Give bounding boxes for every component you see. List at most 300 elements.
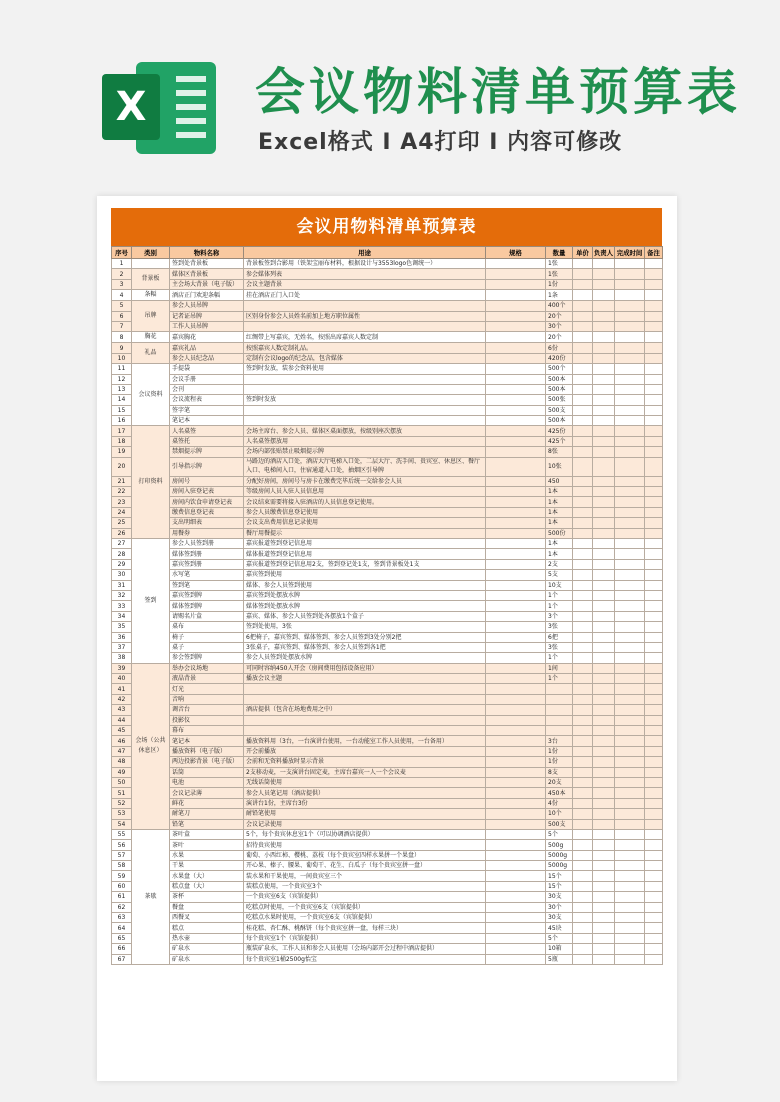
cell-index[interactable]: 17	[112, 426, 132, 436]
cell-item-name[interactable]: 热水壶	[170, 933, 244, 943]
cell-finish-time[interactable]	[615, 923, 645, 933]
cell-unit-price[interactable]	[573, 321, 593, 331]
cell-note[interactable]	[645, 819, 663, 829]
cell-quantity[interactable]: 450	[546, 476, 573, 486]
cell-spec[interactable]	[486, 819, 546, 829]
cell-spec[interactable]	[486, 767, 546, 777]
cell-quantity[interactable]: 5个	[546, 933, 573, 943]
cell-item-name[interactable]: 耐笔刀	[170, 809, 244, 819]
cell-item-name[interactable]: 参会人员吊牌	[170, 301, 244, 311]
cell-owner[interactable]	[593, 840, 615, 850]
cell-unit-price[interactable]	[573, 705, 593, 715]
cell-unit-price[interactable]	[573, 384, 593, 394]
cell-owner[interactable]	[593, 374, 615, 384]
cell-finish-time[interactable]	[615, 507, 645, 517]
cell-spec[interactable]	[486, 405, 546, 415]
cell-owner[interactable]	[593, 892, 615, 902]
cell-unit-price[interactable]	[573, 684, 593, 694]
cell-finish-time[interactable]	[615, 538, 645, 548]
cell-owner[interactable]	[593, 364, 615, 374]
cell-purpose[interactable]	[244, 301, 486, 311]
cell-index[interactable]: 45	[112, 726, 132, 736]
cell-quantity[interactable]: 6把	[546, 632, 573, 642]
cell-purpose[interactable]: 桂花糕、杏仁酥、桃酥饼（每个贵宾室拼一盘，每样三块）	[244, 923, 486, 933]
cell-category[interactable]: 茶歇	[132, 829, 170, 964]
cell-item-name[interactable]: 桌签托	[170, 436, 244, 446]
cell-quantity[interactable]: 4份	[546, 798, 573, 808]
cell-index[interactable]: 62	[112, 902, 132, 912]
cell-item-name[interactable]: 笔记本	[170, 736, 244, 746]
cell-owner[interactable]	[593, 538, 615, 548]
cell-spec[interactable]	[486, 788, 546, 798]
cell-index[interactable]: 18	[112, 436, 132, 446]
cell-spec[interactable]	[486, 881, 546, 891]
cell-note[interactable]	[645, 788, 663, 798]
cell-index[interactable]: 37	[112, 642, 132, 652]
cell-item-name[interactable]: 茶叶	[170, 840, 244, 850]
cell-purpose[interactable]: 签到时发放	[244, 395, 486, 405]
cell-purpose[interactable]: 每个贵宾室1桶2500g怡宝	[244, 954, 486, 964]
cell-item-name[interactable]: 房间号	[170, 476, 244, 486]
cell-note[interactable]	[645, 736, 663, 746]
cell-purpose[interactable]	[244, 715, 486, 725]
cell-purpose[interactable]: 无线话筒使用	[244, 777, 486, 787]
cell-unit-price[interactable]	[573, 447, 593, 457]
cell-item-name[interactable]: 糕点盘（大）	[170, 881, 244, 891]
cell-note[interactable]	[645, 923, 663, 933]
cell-item-name[interactable]: 幕布	[170, 726, 244, 736]
cell-index[interactable]: 30	[112, 570, 132, 580]
cell-purpose[interactable]: 葡萄、小西红柿、樱桃、荔枝（每个贵宾室四样水果拼一个果盘）	[244, 850, 486, 860]
cell-index[interactable]: 8	[112, 332, 132, 343]
cell-note[interactable]	[645, 364, 663, 374]
cell-owner[interactable]	[593, 290, 615, 301]
cell-finish-time[interactable]	[615, 353, 645, 363]
cell-item-name[interactable]: 参会人员签到册	[170, 538, 244, 548]
cell-owner[interactable]	[593, 559, 615, 569]
cell-finish-time[interactable]	[615, 829, 645, 839]
cell-purpose[interactable]: 等级房间人员入驻人员信息用	[244, 487, 486, 497]
cell-index[interactable]: 5	[112, 301, 132, 311]
cell-owner[interactable]	[593, 933, 615, 943]
cell-spec[interactable]	[486, 279, 546, 289]
cell-finish-time[interactable]	[615, 705, 645, 715]
cell-owner[interactable]	[593, 726, 615, 736]
cell-quantity[interactable]: 500张	[546, 395, 573, 405]
cell-spec[interactable]	[486, 705, 546, 715]
cell-spec[interactable]	[486, 850, 546, 860]
cell-owner[interactable]	[593, 767, 615, 777]
cell-spec[interactable]	[486, 290, 546, 301]
cell-quantity[interactable]: 3张	[546, 622, 573, 632]
cell-item-name[interactable]: 糕点	[170, 923, 244, 933]
cell-index[interactable]: 66	[112, 944, 132, 954]
cell-quantity[interactable]	[546, 694, 573, 704]
cell-item-name[interactable]: 记者证吊牌	[170, 311, 244, 321]
cell-note[interactable]	[645, 528, 663, 538]
cell-note[interactable]	[645, 374, 663, 384]
cell-owner[interactable]	[593, 570, 615, 580]
cell-finish-time[interactable]	[615, 653, 645, 663]
cell-spec[interactable]	[486, 694, 546, 704]
cell-quantity[interactable]: 6份	[546, 343, 573, 353]
cell-unit-price[interactable]	[573, 663, 593, 673]
cell-item-name[interactable]: 水果	[170, 850, 244, 860]
cell-unit-price[interactable]	[573, 871, 593, 881]
cell-index[interactable]: 34	[112, 611, 132, 621]
cell-index[interactable]: 49	[112, 767, 132, 777]
cell-note[interactable]	[645, 881, 663, 891]
cell-purpose[interactable]: 嘉宾报道签到登记信息用	[244, 538, 486, 548]
cell-note[interactable]	[645, 538, 663, 548]
cell-index[interactable]: 29	[112, 559, 132, 569]
cell-purpose[interactable]: 参会媒体列表	[244, 269, 486, 279]
cell-note[interactable]	[645, 580, 663, 590]
cell-unit-price[interactable]	[573, 538, 593, 548]
cell-spec[interactable]	[486, 364, 546, 374]
cell-finish-time[interactable]	[615, 259, 645, 269]
cell-finish-time[interactable]	[615, 447, 645, 457]
cell-owner[interactable]	[593, 447, 615, 457]
cell-owner[interactable]	[593, 426, 615, 436]
cell-index[interactable]: 24	[112, 507, 132, 517]
cell-spec[interactable]	[486, 395, 546, 405]
cell-purpose[interactable]: 餐厅用餐提示	[244, 528, 486, 538]
cell-quantity[interactable]: 1张	[546, 269, 573, 279]
cell-finish-time[interactable]	[615, 746, 645, 756]
cell-unit-price[interactable]	[573, 798, 593, 808]
cell-item-name[interactable]: 会刊	[170, 384, 244, 394]
cell-finish-time[interactable]	[615, 476, 645, 486]
cell-purpose[interactable]: 挂在酒店正门入口处	[244, 290, 486, 301]
cell-spec[interactable]	[486, 507, 546, 517]
cell-purpose[interactable]: 装糕点使用，一个贵宾室3个	[244, 881, 486, 891]
cell-purpose[interactable]	[244, 694, 486, 704]
cell-purpose[interactable]: 演讲台1份，主席台3份	[244, 798, 486, 808]
cell-owner[interactable]	[593, 549, 615, 559]
cell-spec[interactable]	[486, 798, 546, 808]
cell-spec[interactable]	[486, 487, 546, 497]
cell-item-name[interactable]: 电池	[170, 777, 244, 787]
cell-spec[interactable]	[486, 269, 546, 279]
cell-note[interactable]	[645, 944, 663, 954]
cell-item-name[interactable]: 缴费信息登记表	[170, 507, 244, 517]
cell-purpose[interactable]: 会议主题背景	[244, 279, 486, 289]
cell-note[interactable]	[645, 447, 663, 457]
cell-quantity[interactable]: 1本	[546, 487, 573, 497]
cell-item-name[interactable]: 音响	[170, 694, 244, 704]
cell-spec[interactable]	[486, 902, 546, 912]
cell-unit-price[interactable]	[573, 487, 593, 497]
cell-spec[interactable]	[486, 829, 546, 839]
cell-finish-time[interactable]	[615, 269, 645, 279]
cell-item-name[interactable]: 手提袋	[170, 364, 244, 374]
cell-category[interactable]: 背景板	[132, 269, 170, 290]
cell-note[interactable]	[645, 850, 663, 860]
cell-unit-price[interactable]	[573, 436, 593, 446]
cell-quantity[interactable]	[546, 705, 573, 715]
cell-item-name[interactable]: 灯光	[170, 684, 244, 694]
cell-spec[interactable]	[486, 528, 546, 538]
cell-note[interactable]	[645, 416, 663, 426]
cell-purpose[interactable]: 播放会议主题	[244, 674, 486, 684]
cell-unit-price[interactable]	[573, 777, 593, 787]
cell-quantity[interactable]: 5000g	[546, 850, 573, 860]
cell-purpose[interactable]: 定制有会议logo的纪念品，包含媒体	[244, 353, 486, 363]
cell-purpose[interactable]: 参会人员缴费信息登记使用	[244, 507, 486, 517]
cell-category[interactable]: 签到	[132, 538, 170, 663]
cell-owner[interactable]	[593, 497, 615, 507]
cell-owner[interactable]	[593, 954, 615, 964]
cell-owner[interactable]	[593, 913, 615, 923]
cell-owner[interactable]	[593, 850, 615, 860]
cell-finish-time[interactable]	[615, 850, 645, 860]
cell-owner[interactable]	[593, 757, 615, 767]
cell-note[interactable]	[645, 829, 663, 839]
cell-finish-time[interactable]	[615, 622, 645, 632]
cell-quantity[interactable]: 500支	[546, 819, 573, 829]
cell-finish-time[interactable]	[615, 798, 645, 808]
cell-note[interactable]	[645, 871, 663, 881]
cell-quantity[interactable]: 5000g	[546, 861, 573, 871]
cell-index[interactable]: 53	[112, 809, 132, 819]
cell-note[interactable]	[645, 601, 663, 611]
cell-purpose[interactable]	[244, 416, 486, 426]
cell-index[interactable]: 61	[112, 892, 132, 902]
cell-purpose[interactable]: 6把椅子，嘉宾签到、媒体签到、参会人员签到3处分别2把	[244, 632, 486, 642]
cell-index[interactable]: 27	[112, 538, 132, 548]
cell-owner[interactable]	[593, 332, 615, 343]
cell-note[interactable]	[645, 279, 663, 289]
cell-quantity[interactable]: 10张	[546, 457, 573, 476]
cell-spec[interactable]	[486, 332, 546, 343]
cell-finish-time[interactable]	[615, 426, 645, 436]
cell-spec[interactable]	[486, 538, 546, 548]
cell-unit-price[interactable]	[573, 611, 593, 621]
cell-finish-time[interactable]	[615, 809, 645, 819]
cell-note[interactable]	[645, 559, 663, 569]
cell-spec[interactable]	[486, 447, 546, 457]
cell-note[interactable]	[645, 405, 663, 415]
cell-spec[interactable]	[486, 497, 546, 507]
cell-finish-time[interactable]	[615, 559, 645, 569]
cell-quantity[interactable]: 2支	[546, 559, 573, 569]
cell-item-name[interactable]: 会议记录薄	[170, 788, 244, 798]
cell-purpose[interactable]: 一个贵宾室6支（宾馆提供）	[244, 892, 486, 902]
cell-spec[interactable]	[486, 580, 546, 590]
cell-item-name[interactable]: 主会场大背景（电子版）	[170, 279, 244, 289]
cell-spec[interactable]	[486, 559, 546, 569]
cell-owner[interactable]	[593, 944, 615, 954]
cell-unit-price[interactable]	[573, 518, 593, 528]
cell-owner[interactable]	[593, 777, 615, 787]
cell-quantity[interactable]: 1本	[546, 538, 573, 548]
cell-category[interactable]: 礼品	[132, 343, 170, 364]
cell-item-name[interactable]: 人名桌签	[170, 426, 244, 436]
cell-item-name[interactable]: 桌子	[170, 642, 244, 652]
cell-unit-price[interactable]	[573, 364, 593, 374]
cell-item-name[interactable]: 椅子	[170, 632, 244, 642]
cell-item-name[interactable]: 房间入驻登记表	[170, 487, 244, 497]
cell-owner[interactable]	[593, 528, 615, 538]
cell-owner[interactable]	[593, 301, 615, 311]
cell-purpose[interactable]: 嘉宾签到使用	[244, 570, 486, 580]
cell-item-name[interactable]: 桌布	[170, 622, 244, 632]
cell-unit-price[interactable]	[573, 559, 593, 569]
cell-note[interactable]	[645, 321, 663, 331]
cell-spec[interactable]	[486, 384, 546, 394]
cell-index[interactable]: 63	[112, 913, 132, 923]
cell-unit-price[interactable]	[573, 476, 593, 486]
cell-unit-price[interactable]	[573, 507, 593, 517]
cell-spec[interactable]	[486, 301, 546, 311]
cell-owner[interactable]	[593, 622, 615, 632]
cell-note[interactable]	[645, 694, 663, 704]
cell-quantity[interactable]: 1个	[546, 590, 573, 600]
cell-owner[interactable]	[593, 343, 615, 353]
cell-quantity[interactable]: 15个	[546, 871, 573, 881]
cell-finish-time[interactable]	[615, 913, 645, 923]
cell-spec[interactable]	[486, 663, 546, 673]
cell-finish-time[interactable]	[615, 384, 645, 394]
cell-purpose[interactable]: 嘉宾签到处摆放水牌	[244, 590, 486, 600]
cell-note[interactable]	[645, 395, 663, 405]
cell-quantity[interactable]: 10个	[546, 809, 573, 819]
cell-quantity[interactable]: 1份	[546, 279, 573, 289]
cell-finish-time[interactable]	[615, 726, 645, 736]
cell-index[interactable]: 36	[112, 632, 132, 642]
cell-quantity[interactable]: 1本	[546, 507, 573, 517]
cell-note[interactable]	[645, 507, 663, 517]
cell-spec[interactable]	[486, 674, 546, 684]
cell-index[interactable]: 3	[112, 279, 132, 289]
cell-purpose[interactable]: 媒体签到处摆放水牌	[244, 601, 486, 611]
cell-spec[interactable]	[486, 923, 546, 933]
cell-index[interactable]: 4	[112, 290, 132, 301]
cell-unit-price[interactable]	[573, 674, 593, 684]
cell-item-name[interactable]: 液晶背景	[170, 674, 244, 684]
cell-note[interactable]	[645, 674, 663, 684]
cell-index[interactable]: 57	[112, 850, 132, 860]
cell-quantity[interactable]: 8张	[546, 447, 573, 457]
cell-quantity[interactable]: 500支	[546, 405, 573, 415]
cell-spec[interactable]	[486, 933, 546, 943]
cell-item-name[interactable]: 签到笔	[170, 580, 244, 590]
cell-quantity[interactable]: 45块	[546, 923, 573, 933]
cell-note[interactable]	[645, 809, 663, 819]
cell-item-name[interactable]: 西餐叉	[170, 913, 244, 923]
cell-owner[interactable]	[593, 684, 615, 694]
cell-note[interactable]	[645, 705, 663, 715]
cell-index[interactable]: 67	[112, 954, 132, 964]
cell-unit-price[interactable]	[573, 829, 593, 839]
cell-unit-price[interactable]	[573, 736, 593, 746]
cell-index[interactable]: 52	[112, 798, 132, 808]
cell-category[interactable]: 吊牌	[132, 301, 170, 332]
cell-unit-price[interactable]	[573, 954, 593, 964]
cell-unit-price[interactable]	[573, 301, 593, 311]
cell-owner[interactable]	[593, 611, 615, 621]
cell-purpose[interactable]: 每个贵宾室1个（宾馆提供）	[244, 933, 486, 943]
cell-finish-time[interactable]	[615, 694, 645, 704]
cell-purpose[interactable]: 签到时发放，装参会资料使用	[244, 364, 486, 374]
cell-quantity[interactable]: 500g	[546, 840, 573, 850]
cell-note[interactable]	[645, 590, 663, 600]
cell-purpose[interactable]: 参会人员签到处摆放水牌	[244, 653, 486, 663]
cell-spec[interactable]	[486, 343, 546, 353]
cell-unit-price[interactable]	[573, 757, 593, 767]
cell-item-name[interactable]: 参会人员纪念品	[170, 353, 244, 363]
cell-item-name[interactable]: 矿泉水	[170, 954, 244, 964]
cell-index[interactable]: 64	[112, 923, 132, 933]
cell-index[interactable]: 9	[112, 343, 132, 353]
cell-unit-price[interactable]	[573, 861, 593, 871]
cell-unit-price[interactable]	[573, 426, 593, 436]
cell-index[interactable]: 54	[112, 819, 132, 829]
cell-note[interactable]	[645, 426, 663, 436]
cell-purpose[interactable]: 嘉宾报道签到登记信息用2支，签到登记处1支，签到背景板处1支	[244, 559, 486, 569]
cell-purpose[interactable]: 吃糕点水果时使用，一个贵宾室6支（宾馆提供）	[244, 913, 486, 923]
cell-quantity[interactable]: 30个	[546, 321, 573, 331]
cell-note[interactable]	[645, 684, 663, 694]
cell-finish-time[interactable]	[615, 580, 645, 590]
cell-owner[interactable]	[593, 736, 615, 746]
cell-purpose[interactable]: 马路边的酒店入口处，酒店大厅电梯入口处，二层大厅、洗手间、贵宾室、休息区、餐厅入口、电梯间入口，住宿通道入口处，抽烟区引导牌	[244, 457, 486, 476]
cell-spec[interactable]	[486, 353, 546, 363]
cell-spec[interactable]	[486, 611, 546, 621]
cell-item-name[interactable]: 矿泉水	[170, 944, 244, 954]
cell-index[interactable]: 10	[112, 353, 132, 363]
cell-note[interactable]	[645, 777, 663, 787]
cell-finish-time[interactable]	[615, 902, 645, 912]
cell-spec[interactable]	[486, 684, 546, 694]
cell-owner[interactable]	[593, 311, 615, 321]
cell-unit-price[interactable]	[573, 549, 593, 559]
cell-purpose[interactable]: 2支移动麦，一支演讲台固定麦，主席台嘉宾一人一个会议麦	[244, 767, 486, 777]
cell-quantity[interactable]: 1本	[546, 549, 573, 559]
cell-note[interactable]	[645, 611, 663, 621]
cell-purpose[interactable]	[244, 374, 486, 384]
cell-purpose[interactable]: 嘉宾、媒体、参会人员签到处各摆放1个盒子	[244, 611, 486, 621]
cell-owner[interactable]	[593, 487, 615, 497]
cell-purpose[interactable]: 开心果、榛子、腰果、葡萄干、花生、白瓜子（每个贵宾室拼一盘）	[244, 861, 486, 871]
cell-quantity[interactable]: 20支	[546, 777, 573, 787]
cell-category[interactable]	[132, 259, 170, 269]
cell-quantity[interactable]: 1份	[546, 746, 573, 756]
cell-quantity[interactable]: 450本	[546, 788, 573, 798]
cell-unit-price[interactable]	[573, 767, 593, 777]
cell-note[interactable]	[645, 384, 663, 394]
cell-finish-time[interactable]	[615, 840, 645, 850]
cell-note[interactable]	[645, 353, 663, 363]
cell-item-name[interactable]: 酒店正门欢迎条幅	[170, 290, 244, 301]
cell-unit-price[interactable]	[573, 944, 593, 954]
cell-note[interactable]	[645, 840, 663, 850]
cell-quantity[interactable]: 3台	[546, 736, 573, 746]
cell-note[interactable]	[645, 343, 663, 353]
cell-owner[interactable]	[593, 405, 615, 415]
cell-purpose[interactable]: 可同时容纳450人开会（房间费用包括设备应用）	[244, 663, 486, 673]
cell-owner[interactable]	[593, 507, 615, 517]
cell-spec[interactable]	[486, 861, 546, 871]
cell-unit-price[interactable]	[573, 881, 593, 891]
cell-note[interactable]	[645, 311, 663, 321]
cell-unit-price[interactable]	[573, 653, 593, 663]
cell-owner[interactable]	[593, 881, 615, 891]
cell-unit-price[interactable]	[573, 913, 593, 923]
cell-purpose[interactable]: 招待贵宾使用	[244, 840, 486, 850]
cell-spec[interactable]	[486, 476, 546, 486]
